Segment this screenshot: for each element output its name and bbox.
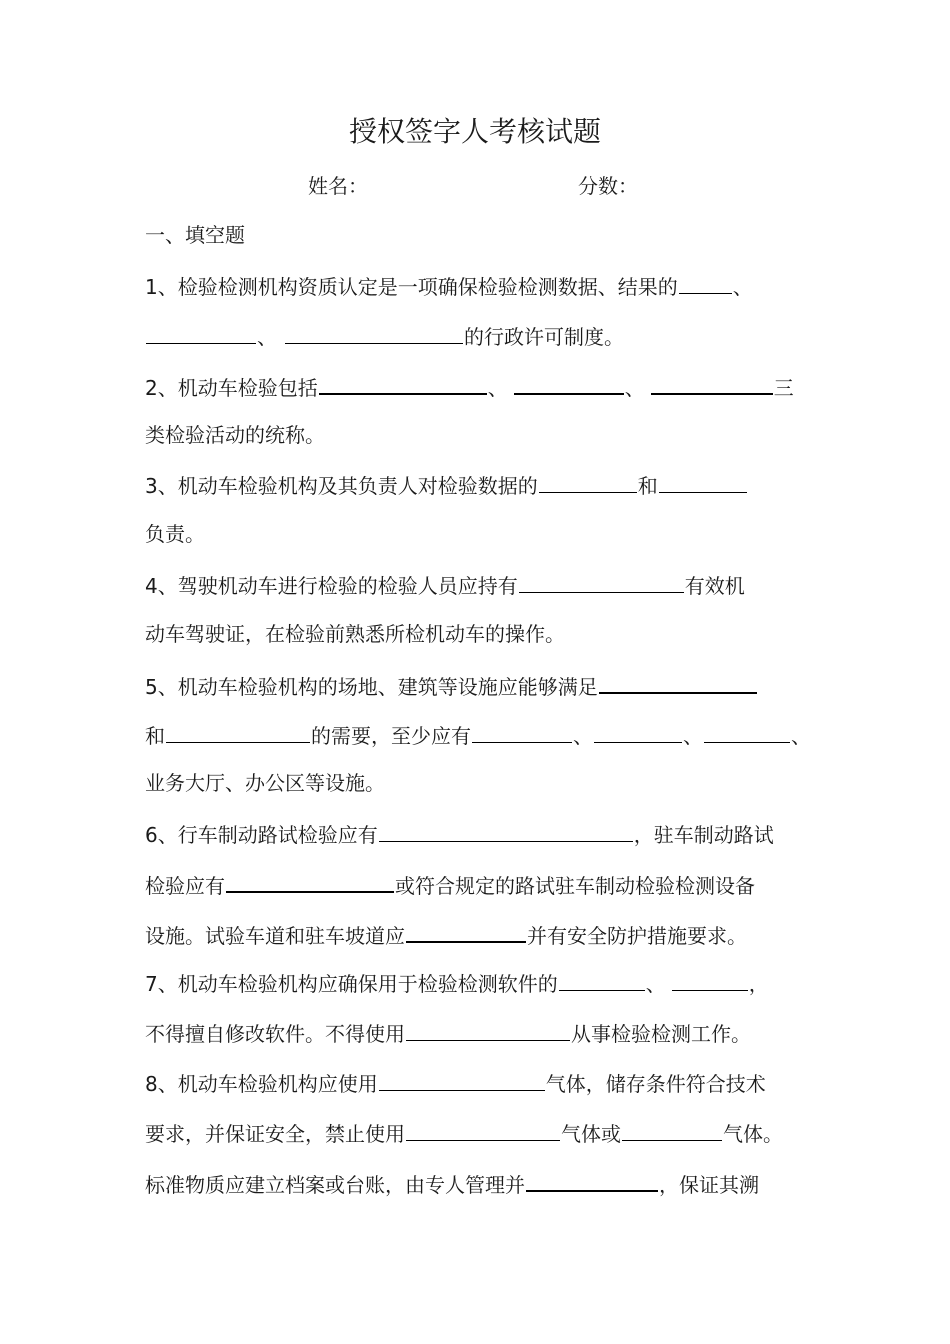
answer-blank[interactable] <box>622 1114 722 1141</box>
question-1-suffix: 的行政许可制度。 <box>464 325 624 349</box>
question-1-line-1 <box>145 267 753 303</box>
answer-blank[interactable] <box>599 666 757 694</box>
question-6-line-3-suffix: 并有安全防护措施要求。 <box>527 924 747 948</box>
answer-blank[interactable] <box>526 1164 658 1192</box>
name-field <box>308 168 368 204</box>
question-6-tail: ，驻车制动路试 <box>633 823 774 847</box>
question-5-and: 和 <box>145 724 165 748</box>
score-field <box>578 168 638 204</box>
question-6-line-3 <box>145 915 747 951</box>
question-8-text: 8、机动车检验机构应使用 <box>145 1072 378 1096</box>
question-8-line-2-suffix: 气体。 <box>723 1122 783 1146</box>
question-4-line-2: 动车驾驶证，在检验前熟悉所检机动车的操作。 <box>145 622 565 646</box>
separator: 、 <box>645 972 666 996</box>
page-title: 授权签字人考核试题 <box>348 115 601 148</box>
question-7-line-2-suffix: 从事检验检测工作。 <box>571 1022 751 1046</box>
separator: 、 <box>624 376 645 400</box>
answer-blank[interactable] <box>559 964 645 991</box>
question-6-line-2-prefix: 检验应有 <box>145 874 225 898</box>
separator: 、 <box>257 325 277 349</box>
question-8-line-3-prefix: 标准物质应建立档案或台账，由专人管理并 <box>145 1173 525 1197</box>
question-8-line-1 <box>145 1064 766 1100</box>
answer-blank[interactable] <box>319 367 487 395</box>
answer-blank[interactable] <box>594 716 682 743</box>
answer-blank[interactable] <box>539 466 637 493</box>
answer-blank[interactable] <box>514 367 624 395</box>
question-3-mid: 和 <box>637 474 658 498</box>
question-7-line-2-prefix: 不得擅自修改软件。不得使用 <box>145 1022 405 1046</box>
answer-blank[interactable] <box>472 716 572 743</box>
question-6-line-2 <box>145 865 755 901</box>
question-4-text: 4、驾驶机动车进行检验的检验人员应持有 <box>145 574 518 598</box>
question-7-text: 7、机动车检验机构应确保用于检验检测软件的 <box>145 972 558 996</box>
name-label: 姓名： <box>308 174 368 198</box>
question-8-line-2 <box>145 1114 783 1150</box>
question-8-line-3-suffix: ，保证其溯 <box>659 1173 759 1197</box>
separator: 、 <box>732 275 753 299</box>
question-3-line-1 <box>145 466 748 502</box>
question-5-line-2 <box>145 716 811 752</box>
question-5-line-1 <box>145 666 758 702</box>
score-label: 分数： <box>578 174 638 198</box>
question-2-line-2: 类检验活动的统称。 <box>145 423 325 447</box>
question-2-text: 2、机动车检验包括 <box>145 376 318 400</box>
answer-blank[interactable] <box>659 466 747 493</box>
question-6-text: 6、行车制动路试检验应有 <box>145 823 378 847</box>
question-3-line-2: 负责。 <box>145 522 205 546</box>
question-2-tail: 三 <box>773 376 794 400</box>
answer-blank[interactable] <box>406 1114 560 1141</box>
section-heading: 一、填空题 <box>145 223 245 247</box>
answer-blank[interactable] <box>226 865 394 893</box>
answer-blank[interactable] <box>285 317 463 344</box>
separator: 、 <box>573 724 593 748</box>
question-4-line-1 <box>145 566 745 602</box>
answer-blank[interactable] <box>406 1014 570 1041</box>
answer-blank[interactable] <box>672 964 748 991</box>
answer-blank[interactable] <box>704 716 790 743</box>
question-7-line-2 <box>145 1014 751 1050</box>
question-3-text: 3、机动车检验机构及其负责人对检验数据的 <box>145 474 538 498</box>
question-6-line-3-prefix: 设施。试验车道和驻车坡道应 <box>145 924 405 948</box>
question-8-line-2-prefix: 要求，并保证安全，禁止使用 <box>145 1122 405 1146</box>
answer-blank[interactable] <box>166 716 310 743</box>
answer-blank[interactable] <box>379 1064 545 1091</box>
separator: 、 <box>683 724 703 748</box>
answer-blank[interactable] <box>379 815 633 842</box>
question-7-line-1 <box>145 964 769 1000</box>
answer-blank[interactable] <box>651 367 773 395</box>
answer-blank[interactable] <box>406 915 526 943</box>
answer-blank[interactable] <box>146 317 256 344</box>
question-8-line-3 <box>145 1164 759 1200</box>
question-5-line-3: 业务大厅、办公区等设施。 <box>145 771 385 795</box>
question-5-text: 5、机动车检验机构的场地、建筑等设施应能够满足 <box>145 675 598 699</box>
question-6-line-2-suffix: 或符合规定的路试驻车制动检验检测设备 <box>395 874 755 898</box>
question-8-tail: 气体，储存条件符合技术 <box>545 1072 766 1096</box>
separator: 、 <box>487 376 508 400</box>
question-8-line-2-mid: 气体或 <box>561 1122 621 1146</box>
question-5-mid: 的需要，至少应有 <box>311 724 471 748</box>
question-4-tail: 有效机 <box>684 574 745 598</box>
question-1-text: 1、检验检测机构资质认定是一项确保检验检测数据、结果的 <box>145 275 678 299</box>
question-1-line-2 <box>145 317 624 353</box>
answer-blank[interactable] <box>519 566 684 593</box>
answer-blank[interactable] <box>679 267 732 294</box>
separator: 、 <box>791 724 811 748</box>
question-7-tail: ， <box>748 972 769 996</box>
question-2-line-1 <box>145 367 794 403</box>
question-6-line-1 <box>145 815 774 851</box>
